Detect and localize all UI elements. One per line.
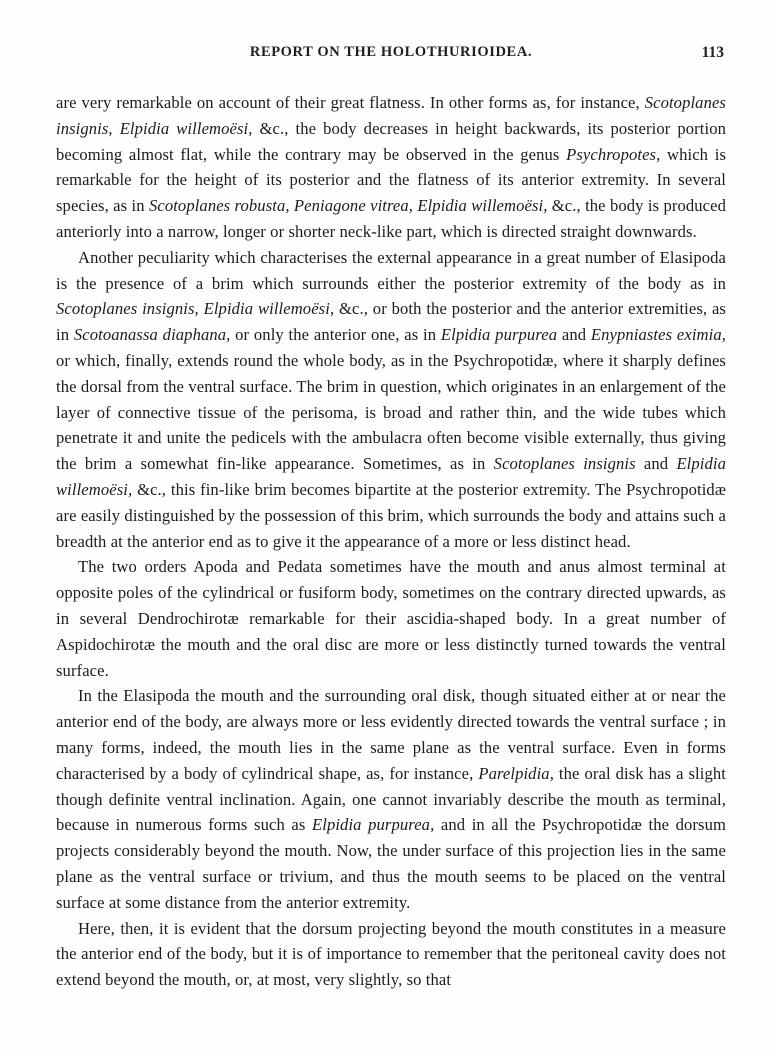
text-run: &c., the body is produced anteriorly into a narrow, longer or shorter neck-like part, which is directed straight downwards. [56,196,726,241]
text-run: and [635,454,677,474]
species-name: Scotoplanes insignis, Elpidia willemoësi, [56,93,726,138]
text-run: &c., the body decreases in height backwards, its posterior portion becoming almost flat, while the contrary may be observed in the genus [56,118,727,164]
text-run: the oral disk has a slight though definite ventral inclination. Again, one cannot invariably describe the mouth as terminal, because in numerous forms such as [56,763,726,835]
text-run: and in all the Psychropotidæ the dorsum projects considerably beyond the mouth. Now, the under surface of this projection lies in the same plane as the ventral surface or trivium, and thus the mouth seems to be placed on the ventral surface at some distance from the anterior extremity. [56,815,726,912]
species-name: Enypniastes eximia, [590,325,726,345]
running-title: REPORT ON THE HOLOTHURIOIDEA. [249,44,533,60]
text-run: or which, finally, extends round the whole body, as in the Psychropotidæ, where it sharply defines the dorsal from the ventral surface. The brim in question, which originates in an enlargement of the layer of connective tissue of the perisoma, is broad and rather thin, and the wide tubes which penetrate it and unite the pedicels with the ambulacra often become visible externally, thus giving the brim a somewhat fin-like appearance. Sometimes, as in [56,350,726,474]
paragraph [56,916,726,993]
paragraph [56,554,726,683]
text-run: and [557,325,591,345]
text-run: Here, then, it is evident that the dorsum projecting beyond the mouth constitutes in a measure the anterior end of the body, but it is of importance to remember that the peritoneal cavity does not extend beyond the mouth, or, at most, very slightly, so that [56,918,726,990]
text-run: or only the anterior one, as in [230,325,441,345]
text-run: which is remarkable for the height of its posterior and the flatness of its anterior extremity. In several species, as in [56,144,727,216]
text-run: &c., this fin-like brim becomes bipartite at the posterior extremity. The Psychropotidæ are easily distinguished by the possession of this brim, which surrounds the body and attains such a breadth at the anterior end as to give it the appearance of a more or less distinct head. [56,479,726,551]
page-number: 113 [701,44,724,61]
text-run: &c., or both the posterior and the anterior extremities, as in [56,299,726,345]
species-name: Psychropotes, [566,144,661,164]
species-name: Scotoanassa diaphana, [73,325,231,345]
text-run: Another peculiarity which characterises the external appearance in a great number of Elasipoda is the presence of a brim which surrounds either the posterior extremity of the body as in [56,247,726,293]
paragraph [56,90,726,245]
text-run: The two orders Apoda and Pedata sometimes have the mouth and anus almost terminal at opposite poles of the cylindrical or fusiform body, sometimes on the contrary directed upwards, as in several Dendrochirotæ remarkable for their ascidia-shaped body. In a great number of Aspidochirotæ the mouth and the oral disc are more or less distinctly turned towards the ventral surface. [56,557,726,680]
species-name: Elpidia purpurea, [312,815,435,835]
paragraph [56,683,726,915]
species-name: Elpidia purpurea [440,325,558,345]
page-header [56,44,726,66]
species-name: Elpidia willemoësi, [56,454,726,499]
species-name: Scotoplanes insignis [493,454,636,474]
text-run: In the Elasipoda the mouth and the surrounding oral disk, though situated either at or near the anterior end of the body, are always more or less evidently directed towards the ventral surface ; in many forms, indeed, the mouth lies in the same plane as the ventral surface. Even in forms characterised by a body of cylindrical shape, as, for instance, [56,686,726,783]
species-name: Scotoplanes insignis, Elpidia willemoësi, [56,299,335,319]
species-name: Scotoplanes robusta, Peniagone vitrea, Elpidia willemoësi, [148,196,548,216]
paragraph [56,245,726,555]
page-body [56,90,726,993]
species-name: Parelpidia, [478,763,554,783]
text-run: are very remarkable on account of their great flatness. In other forms as, for instance, [56,93,645,112]
